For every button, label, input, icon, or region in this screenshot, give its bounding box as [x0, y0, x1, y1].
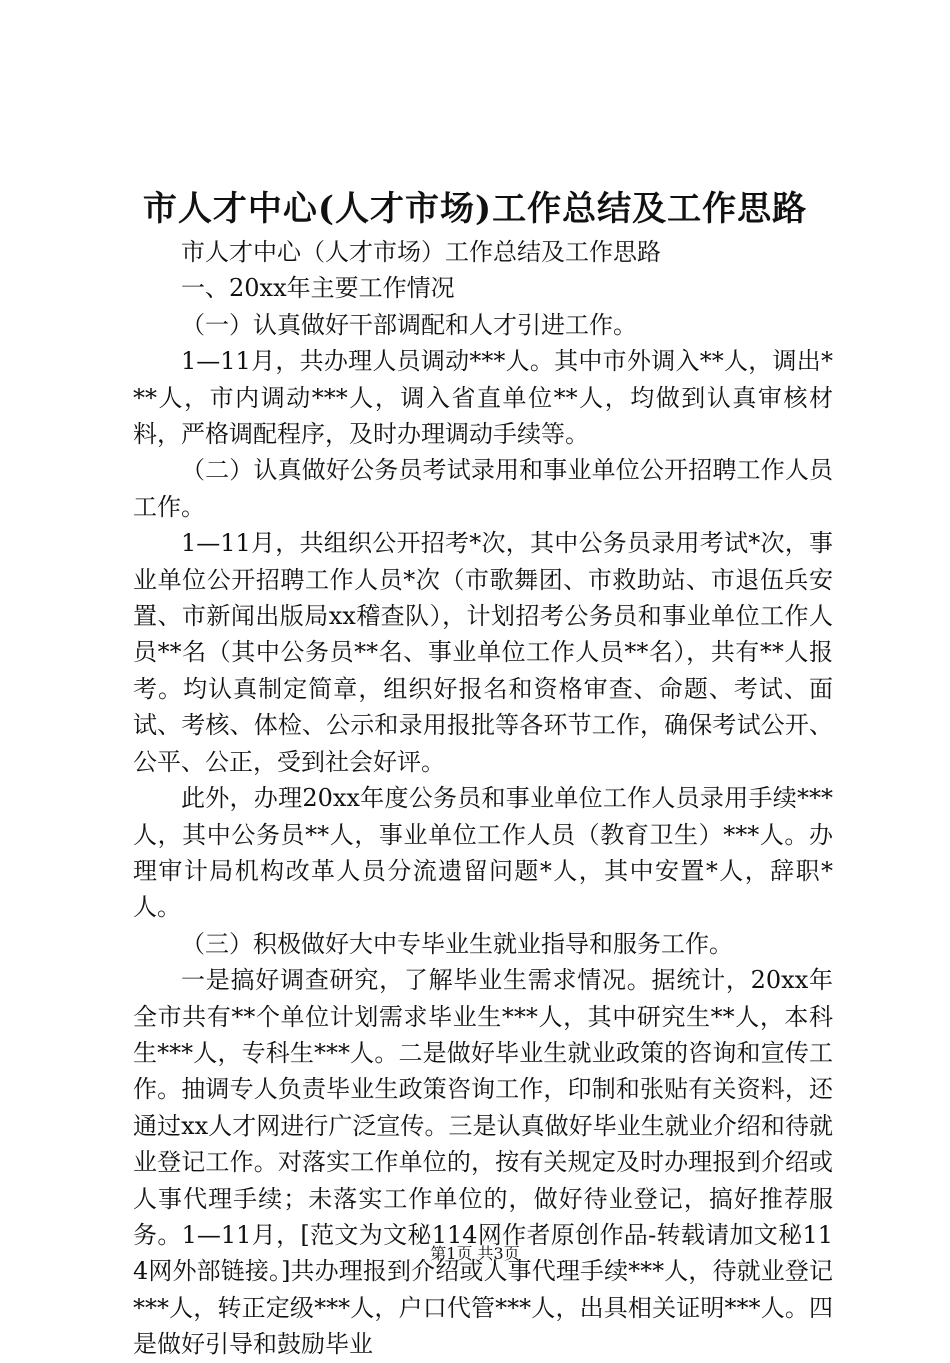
paragraph-subsection-2: （二）认真做好公务员考试录用和事业单位公开招聘工作人员工作。 [133, 456, 833, 521]
page-footer: 第1页 共3页 [430, 1244, 520, 1263]
paragraph-subtitle: 市人才中心（人才市场）工作总结及工作思路 [181, 238, 661, 266]
paragraph-body: 1—11月，共组织公开招考*次，其中公务员录用考试*次，事业单位公开招聘工作人员*次（市歌舞团、市救助站、市退伍兵安置、市新闻出版局xx稽查队），计划招考公务员和事业单位工作人员**名（其中公务员**名、事业单位工作人员**名），共有**人报考。均认真制定简章，组织好报名和资格审查、命题、考试、面试、考核、体检、公示和录用报批等各环节工作，确保考试公开、公平、公正，受到社会好评。 [133, 529, 833, 776]
document-body [133, 234, 833, 1363]
paragraph-body: 1—11月，共办理人员调动***人。其中市外调入**人，调出***人，市内调动***人，调入省直单位**人，均做到认真审核材料，严格调配程序，及时办理调动手续等。 [133, 347, 833, 449]
paragraph-body: 此外，办理20xx年度公务员和事业单位工作人员录用手续***人，其中公务员**人，事业单位工作人员（教育卫生）***人。办理审计局机构改革人员分流遗留问题*人，其中安置*人，辞职*人。 [133, 784, 833, 922]
paragraph-subsection-1: （一）认真做好干部调配和人才引进工作。 [181, 310, 637, 339]
document-title: 市人才中心(人才市场)工作总结及工作思路 [142, 189, 808, 229]
paragraph-body: 一是搞好调查研究，了解毕业生需求情况。据统计，20xx年全市共有**个单位计划需求毕业生***人，其中研究生**人，本科生***人，专科生***人。二是做好毕业生就业政策的咨询和宣传工作。抽调专人负责毕业生政策咨询工作，印制和张贴有关资料，还通过xx人才网进行广泛宣传。三是认真做好毕业生就业介绍和待就业登记工作。对落实工作单位的，按有关规定及时办理报到介绍或人事代理手续；未落实工作单位的，做好待业登记，搞好推荐服务。1—11月，[范文为文秘114网作者原创作品-转载请加文秘114网外部链接。]共办理报到介绍或人事代理手续***人，待就业登记***人，转正定级***人，户口代管***人，出具相关证明***人。四是做好引导和鼓励毕业 [133, 966, 833, 1359]
paragraph-section-heading: 一、20xx年主要工作情况 [181, 274, 455, 303]
paragraph-subsection-3: （三）积极做好大中专毕业生就业指导和服务工作。 [181, 929, 733, 958]
